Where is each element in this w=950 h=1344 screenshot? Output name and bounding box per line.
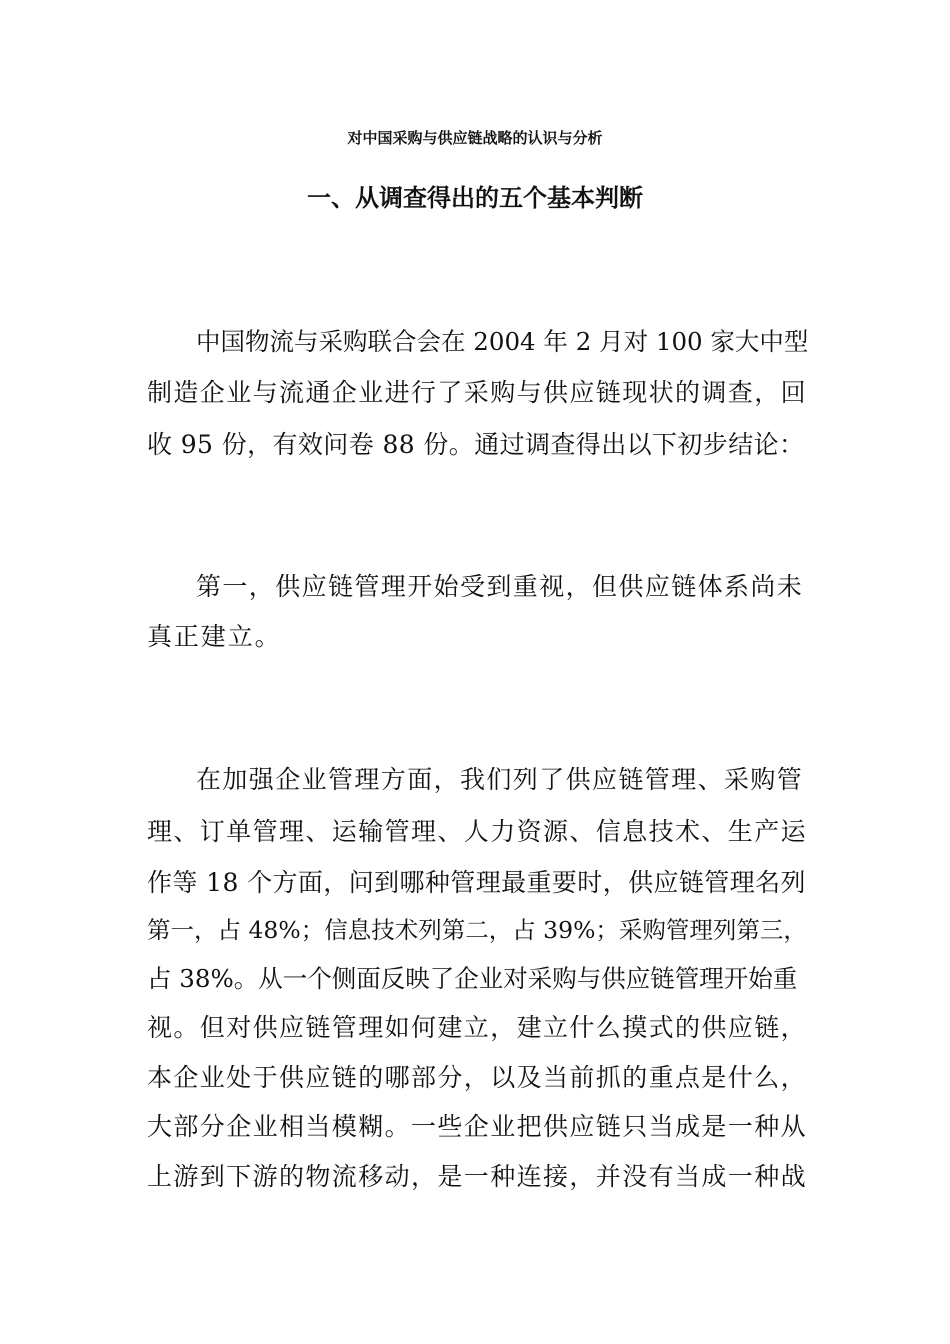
paragraph-line: 占 38%。从一个侧面反映了企业对采购与供应链管理开始重 <box>147 964 798 993</box>
paragraph-line: 理、订单管理、运输管理、人力资源、信息技术、生产运 <box>147 817 808 846</box>
paragraph-line: 第一，供应链管理开始受到重视，但供应链体系尚未 <box>196 572 804 601</box>
paragraph-line: 制造企业与流通企业进行了采购与供应链现状的调查，回 <box>147 378 808 407</box>
section-heading: 一、从调查得出的五个基本判断 <box>307 184 643 212</box>
paragraph-line: 第一，占 48%；信息技术列第二，占 39%；采购管理列第三， <box>147 916 807 944</box>
paragraph-line: 中国物流与采购联合会在 2004 年 2 月对 100 家大中型 <box>196 327 809 356</box>
paragraph-line: 收 95 份，有效问卷 88 份。通过调查得出以下初步结论： <box>147 430 805 459</box>
paragraph-line: 本企业处于供应链的哪部分，以及当前抓的重点是什么， <box>147 1063 808 1092</box>
paragraph-line: 上游到下游的物流移动，是一种连接，并没有当成一种战 <box>147 1162 808 1191</box>
paragraph-line: 作等 18 个方面，问到哪种管理最重要时，供应链管理名列 <box>147 868 806 897</box>
paragraph-line: 在加强企业管理方面，我们列了供应链管理、采购管 <box>196 765 804 794</box>
paragraph-line: 视。但对供应链管理如何建立，建立什么摸式的供应链， <box>147 1013 808 1042</box>
paragraph-line: 真正建立。 <box>147 622 282 651</box>
document-title: 对中国采购与供应链战略的认识与分析 <box>347 129 603 147</box>
paragraph-line: 大部分企业相当模糊。一些企业把供应链只当成是一种从 <box>147 1112 808 1141</box>
